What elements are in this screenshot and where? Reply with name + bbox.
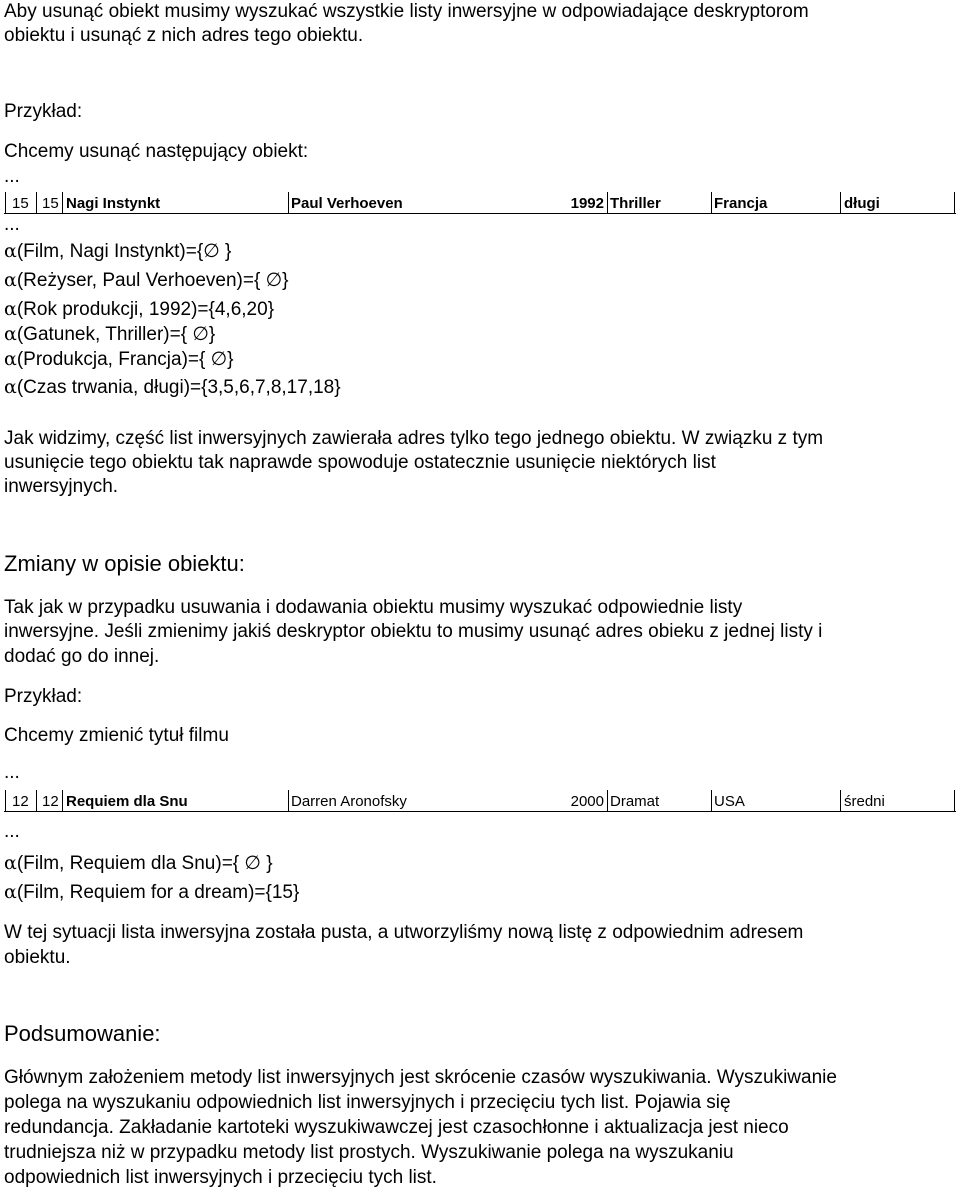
alpha-symbol: α [4, 348, 17, 370]
alpha-symbol: α [4, 881, 17, 903]
record-year: 2000 [570, 793, 604, 810]
paragraph-line: obiektu. [4, 947, 71, 968]
paragraph-line: polega na wyszukaniu odpowiednich list inwersyjnych i przecięciu tych list. Pojawia się [4, 1092, 731, 1113]
record-year: 1992 [570, 195, 604, 212]
paragraph-line: redundancja. Zakładanie kartoteki wyszukiwawczej jest czasochłonne i aktualizacja jest nieco [4, 1117, 789, 1138]
record-row [4, 788, 956, 812]
descriptor-line: α(Film, Nagi Instynkt)={∅ } [4, 240, 232, 262]
descriptor-line: α(Film, Requiem for a dream)={15} [4, 881, 300, 903]
ellipsis: ... [4, 762, 20, 783]
descriptor-line: α(Produkcja, Francja)={ ∅} [4, 348, 234, 370]
record-country: USA [714, 793, 745, 810]
record-genre: Thriller [610, 195, 661, 212]
paragraph-line: odpowiednich list inwersyjnych i przecięciu tych list. [4, 1167, 437, 1188]
example-subtitle: Chcemy usunąć następujący obiekt: [4, 141, 309, 162]
ellipsis: ... [4, 821, 20, 842]
paragraph-line: trudniejsza niż w przypadku metody list prostych. Wyszukiwanie polega na wyszukaniu [4, 1142, 734, 1163]
descriptor-line: α(Film, Requiem dla Snu)={ ∅ } [4, 852, 273, 874]
record-length: średni [844, 793, 885, 810]
ellipsis: ... [4, 214, 20, 235]
record-title: Requiem dla Snu [66, 793, 188, 810]
alpha-symbol: α [4, 298, 17, 320]
paragraph-line: inwersyjnych. [4, 476, 119, 497]
paragraph-line: inwersyjne. Jeśli zmienimy jakiś deskryptor obiektu to musimy usunąć adres obieku z jednej listy i [4, 621, 823, 642]
record-id: 12 [12, 793, 29, 810]
paragraph-line: dodać go do innej. [4, 646, 160, 667]
section-heading: Zmiany w opisie obiektu: [4, 551, 245, 576]
intro-line-2: obiektu i usunąć z nich adres tego obiektu. [4, 25, 364, 46]
ellipsis: ... [4, 166, 20, 187]
record-key: 15 [42, 195, 59, 212]
record-country: Francja [714, 195, 768, 212]
alpha-symbol: α [4, 323, 17, 345]
example-label: Przykład: [4, 101, 83, 122]
record-key: 12 [42, 793, 59, 810]
record-director: Darren Aronofsky [291, 793, 407, 810]
record-title: Nagi Instynkt [66, 195, 161, 212]
example-subtitle: Chcemy zmienić tytuł filmu [4, 725, 229, 746]
intro-line-1: Aby usunąć obiekt musimy wyszukać wszystkie listy inwersyjne w odpowiadające deskryptorom [4, 1, 809, 22]
record-director: Paul Verhoeven [291, 195, 403, 212]
paragraph-line: Jak widzimy, część list inwersyjnych zawierała adres tylko tego jednego obiektu. W związku z tym [4, 428, 824, 449]
record-row [4, 190, 956, 214]
example-label: Przykład: [4, 686, 83, 707]
alpha-symbol: α [4, 269, 17, 291]
descriptor-line: α(Reżyser, Paul Verhoeven)={ ∅} [4, 269, 289, 291]
paragraph-line: usunięcie tego obiektu tak naprawde spowoduje ostatecznie usunięcie niektórych list [4, 452, 716, 473]
paragraph-line: W tej sytuacji lista inwersyjna została pusta, a utworzyliśmy nową listę z odpowiednim adresem [4, 922, 804, 943]
alpha-symbol: α [4, 852, 17, 874]
section-heading: Podsumowanie: [4, 1021, 161, 1046]
descriptor-line: α(Rok produkcji, 1992)={4,6,20} [4, 298, 275, 320]
descriptor-line: α(Czas trwania, długi)={3,5,6,7,8,17,18} [4, 376, 341, 398]
record-length: długi [844, 195, 880, 212]
record-genre: Dramat [610, 793, 660, 810]
paragraph-line: Tak jak w przypadku usuwania i dodawania obiektu musimy wyszukać odpowiednie listy [4, 597, 743, 618]
alpha-symbol: α [4, 240, 17, 262]
paragraph-line: Głównym założeniem metody list inwersyjnych jest skrócenie czasów wyszukiwania. Wyszukiwanie [4, 1067, 837, 1088]
record-id: 15 [12, 195, 29, 212]
descriptor-line: α(Gatunek, Thriller)={ ∅} [4, 323, 216, 345]
alpha-symbol: α [4, 376, 17, 398]
